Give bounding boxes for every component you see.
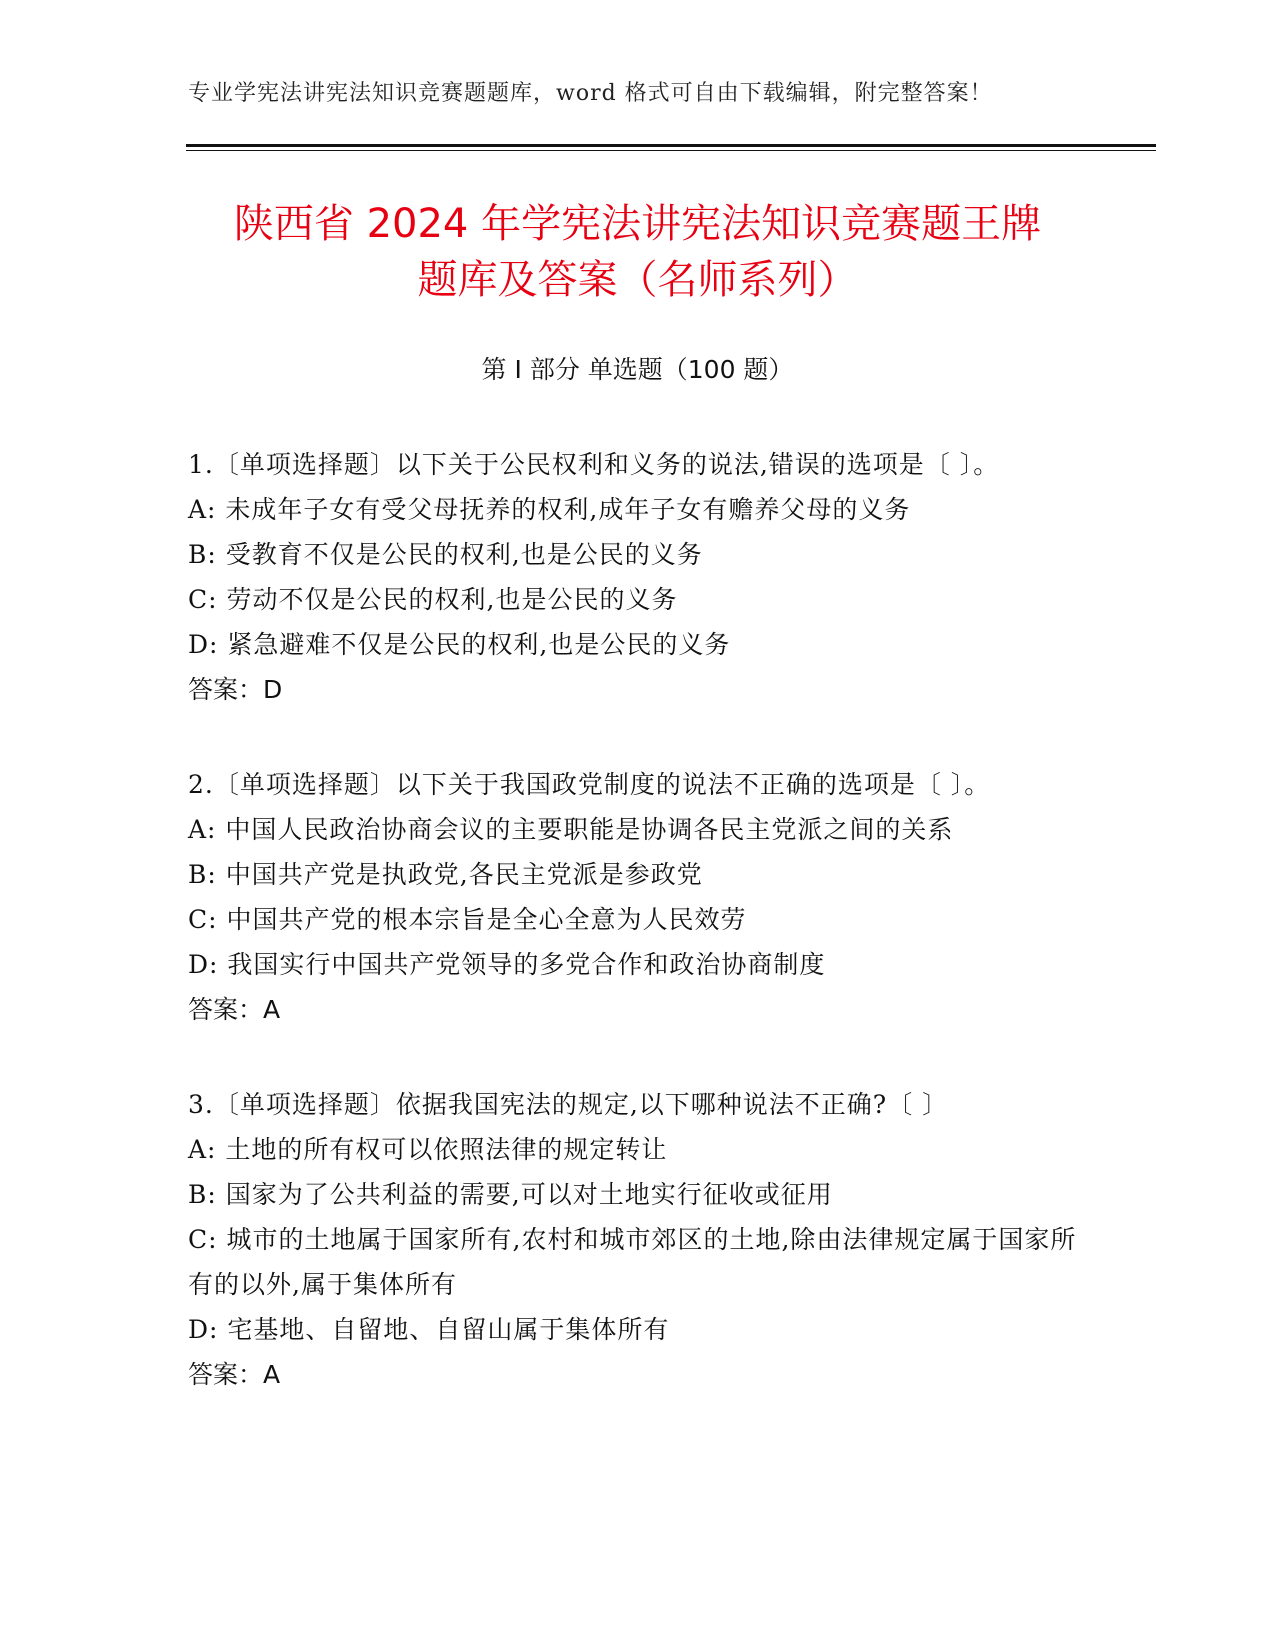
option-a: A: 中国人民政治协商会议的主要职能是协调各民主党派之间的关系 (188, 815, 954, 844)
answer: 答案：A (188, 1360, 281, 1389)
option-c: C: 城市的土地属于国家所有,农村和城市郊区的土地,除由法律规定属于国家所有的以外,属于集体所有 (188, 1225, 1077, 1299)
question-1 (188, 442, 1088, 712)
section-heading: 第 I 部分 单选题（100 题） (481, 355, 794, 384)
option-b: B: 中国共产党是执政党,各民主党派是参政党 (188, 860, 703, 889)
question-stem: 1.〔单项选择题〕以下关于公民权利和义务的说法,错误的选项是〔 〕。 (188, 450, 1000, 479)
header-rule-thick (186, 144, 1156, 147)
question-list (188, 442, 1088, 1447)
question-2 (188, 762, 1088, 1032)
question-stem: 2.〔单项选择题〕以下关于我国政党制度的说法不正确的选项是〔 〕。 (188, 770, 991, 799)
answer: 答案：D (188, 675, 283, 704)
header-note: 专业学宪法讲宪法知识竞赛题题库，word 格式可自由下载编辑，附完整答案！ (188, 81, 993, 106)
option-c: C: 中国共产党的根本宗旨是全心全意为人民效劳 (188, 905, 747, 934)
option-b: B: 受教育不仅是公民的权利,也是公民的义务 (188, 540, 703, 569)
option-d: D: 我国实行中国共产党领导的多党合作和政治协商制度 (188, 950, 826, 979)
question-3 (188, 1082, 1088, 1397)
option-c: C: 劳动不仅是公民的权利,也是公民的义务 (188, 585, 678, 614)
document-title (150, 196, 1125, 308)
title-line-1: 陕西省 2024 年学宪法讲宪法知识竞赛题王牌 (233, 201, 1042, 247)
option-b: B: 国家为了公共利益的需要,可以对土地实行征收或征用 (188, 1180, 833, 1209)
option-a: A: 未成年子女有受父母抚养的权利,成年子女有赡养父母的义务 (188, 495, 911, 524)
answer: 答案：A (188, 995, 281, 1024)
option-d: D: 宅基地、自留地、自留山属于集体所有 (188, 1315, 670, 1344)
option-d: D: 紧急避难不仅是公民的权利,也是公民的义务 (188, 630, 731, 659)
title-line-2: 题库及答案（名师系列） (417, 257, 858, 303)
question-stem: 3.〔单项选择题〕依据我国宪法的规定,以下哪种说法不正确?〔 〕 (188, 1090, 949, 1119)
option-a: A: 土地的所有权可以依照法律的规定转让 (188, 1135, 668, 1164)
header-rule-thin (186, 150, 1156, 151)
